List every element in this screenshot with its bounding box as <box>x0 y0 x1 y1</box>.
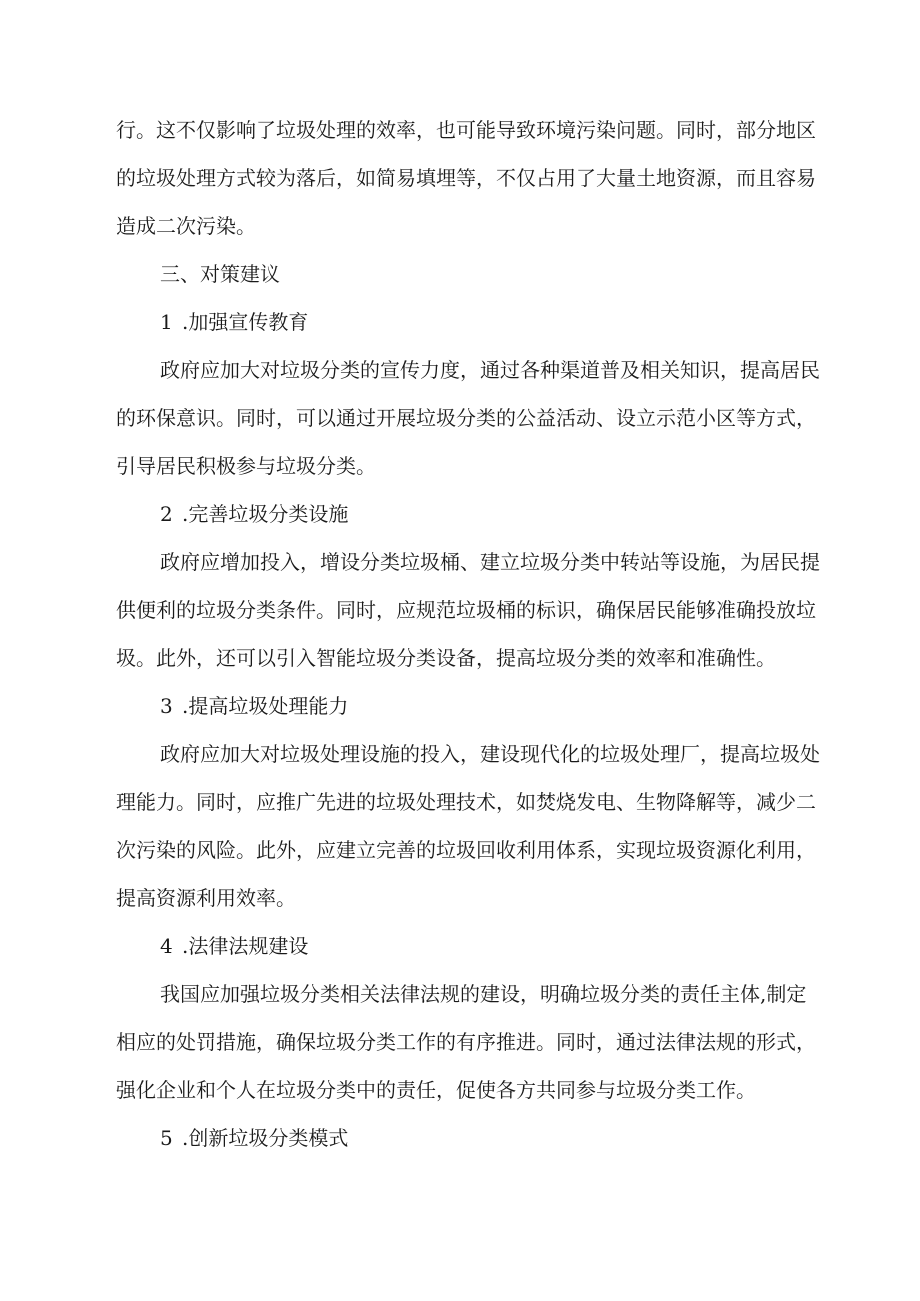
item-number: 3 <box>160 694 173 718</box>
item-number: 4 <box>160 934 173 958</box>
item-heading-1 <box>116 298 832 346</box>
paragraph-line: 强化企业和个人在垃圾分类中的责任，促使各方共同参与垃圾分类工作。 <box>116 1078 756 1102</box>
paragraph-line: 理能力。同时，应推广先进的垃圾处理技术，如焚烧发电、生物降解等，减少二 <box>116 790 816 814</box>
item-paragraph-4 <box>116 970 832 1114</box>
paragraph-line: 相应的处罚措施，确保垃圾分类工作的有序推进。同时，通过法律法规的形式， <box>116 1030 816 1054</box>
paragraph-line: 引导居民积极参与垃圾分类。 <box>116 454 376 478</box>
section-title: 三、对策建议 <box>160 262 280 286</box>
item-heading-2 <box>116 490 832 538</box>
item-title: .创新垃圾分类模式 <box>182 1126 349 1150</box>
item-paragraph-1 <box>116 346 832 490</box>
paragraph-line: 政府应加大对垃圾处理设施的投入，建设现代化的垃圾处理厂，提高垃圾处 <box>160 742 820 766</box>
document-body <box>116 106 832 1162</box>
intro-paragraph <box>116 106 832 250</box>
paragraph-line: 提高资源利用效率。 <box>116 886 296 910</box>
item-heading-3 <box>116 682 832 730</box>
item-title: .提高垃圾处理能力 <box>182 694 349 718</box>
item-number: 5 <box>160 1126 173 1150</box>
item-paragraph-3 <box>116 730 832 922</box>
paragraph-line: 供便利的垃圾分类条件。同时，应规范垃圾桶的标识，确保居民能够准确投放垃 <box>116 598 816 622</box>
item-title: .法律法规建设 <box>182 934 309 958</box>
paragraph-line: 我国应加强垃圾分类相关法律法规的建设，明确垃圾分类的责任主体,制定 <box>160 982 807 1006</box>
paragraph-line: 政府应加大对垃圾分类的宣传力度，通过各种渠道普及相关知识，提高居民 <box>160 358 820 382</box>
paragraph-line: 的垃圾处理方式较为落后，如简易填埋等，不仅占用了大量土地资源，而且容易 <box>116 166 816 190</box>
paragraph-line: 圾。此外，还可以引入智能垃圾分类设备，提高垃圾分类的效率和准确性。 <box>116 646 776 670</box>
item-title: .完善垃圾分类设施 <box>182 502 349 526</box>
item-heading-5 <box>116 1114 832 1162</box>
item-paragraph-2 <box>116 538 832 682</box>
item-heading-4 <box>116 922 832 970</box>
paragraph-line: 政府应增加投入，增设分类垃圾桶、建立垃圾分类中转站等设施，为居民提 <box>160 550 820 574</box>
item-title: .加强宣传教育 <box>182 310 309 334</box>
paragraph-line: 次污染的风险。此外，应建立完善的垃圾回收利用体系，实现垃圾资源化利用， <box>116 838 816 862</box>
paragraph-line: 造成二次污染。 <box>116 214 256 238</box>
paragraph-line: 的环保意识。同时，可以通过开展垃圾分类的公益活动、设立示范小区等方式， <box>116 406 816 430</box>
item-number: 1 <box>160 310 173 334</box>
paragraph-line: 行。这不仅影响了垃圾处理的效率，也可能导致环境污染问题。同时，部分地区 <box>116 118 816 142</box>
item-number: 2 <box>160 502 173 526</box>
